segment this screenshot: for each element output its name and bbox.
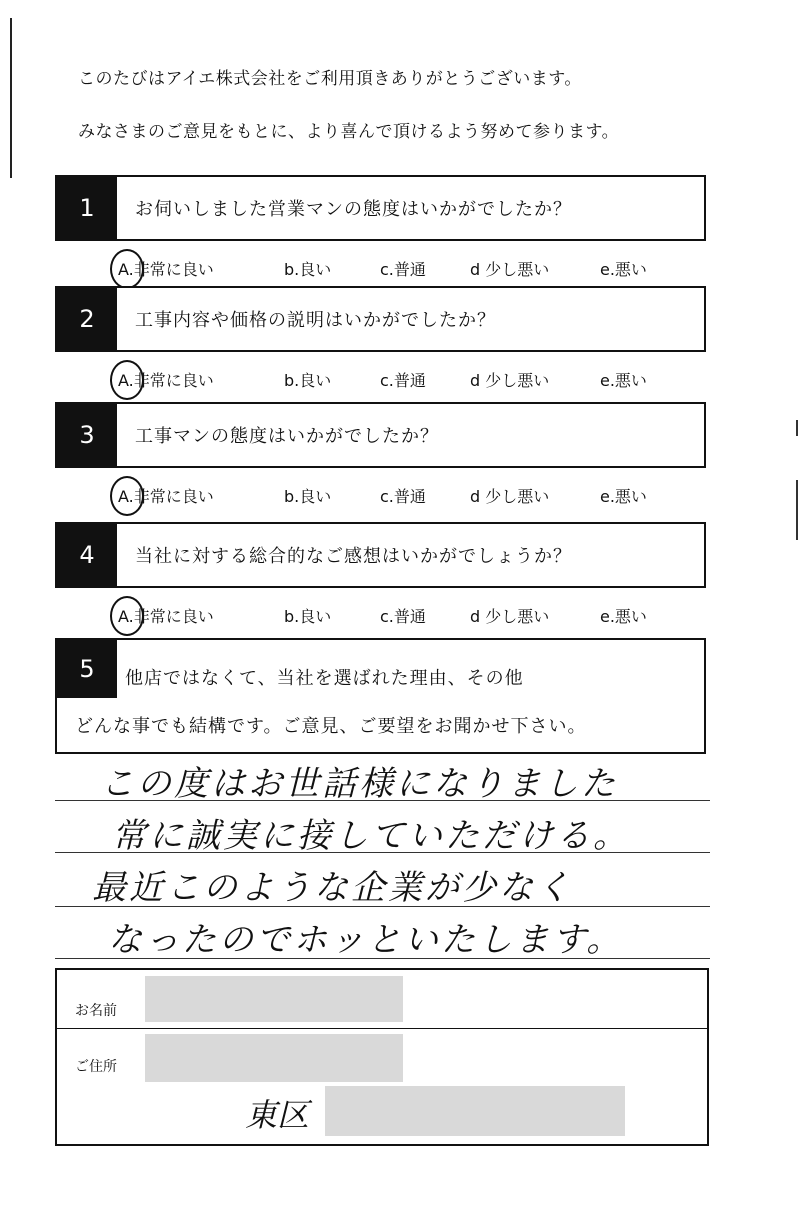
question-number: 3 xyxy=(57,404,117,466)
intro-line-2: みなさまのご意見をもとに、より喜んで頂けるよう努めて参ります。 xyxy=(78,122,620,142)
question-5-line-2: どんな事でも結構です。ご意見、ご要望をお聞かせ下さい。 xyxy=(75,716,587,737)
info-divider xyxy=(57,1028,707,1029)
handwritten-address: 東区 xyxy=(245,1096,310,1134)
question-2 xyxy=(55,286,706,352)
option-b[interactable]: b.良い xyxy=(284,260,332,279)
question-number: 1 xyxy=(57,177,117,239)
question-text: 工事内容や価格の説明はいかがでしたか？ xyxy=(135,310,496,331)
question-number: 5 xyxy=(57,640,117,698)
margin-line xyxy=(10,18,12,178)
option-d[interactable]: d 少し悪い xyxy=(470,371,550,390)
question-4 xyxy=(55,522,706,588)
option-c[interactable]: c.普通 xyxy=(380,487,426,506)
handwritten-answer-line: なったのでホッといたします。 xyxy=(108,920,624,960)
question-text: 工事マンの態度はいかがでしたか？ xyxy=(135,426,439,447)
customer-info-box xyxy=(55,968,709,1146)
handwritten-answer-line: この度はお世話様になりました xyxy=(100,764,618,804)
edge-mark xyxy=(796,480,798,540)
option-a[interactable]: A.非常に良い xyxy=(118,487,214,506)
option-b[interactable]: b.良い xyxy=(284,607,332,626)
option-a[interactable]: A.非常に良い xyxy=(118,607,214,626)
option-e[interactable]: e.悪い xyxy=(600,607,647,626)
option-c[interactable]: c.普通 xyxy=(380,260,426,279)
option-c[interactable]: c.普通 xyxy=(380,607,426,626)
option-d[interactable]: d 少し悪い xyxy=(470,260,550,279)
option-b[interactable]: b.良い xyxy=(284,487,332,506)
option-e[interactable]: e.悪い xyxy=(600,260,647,279)
redacted-address xyxy=(145,1034,403,1082)
option-c[interactable]: c.普通 xyxy=(380,371,426,390)
intro-line-1: このたびはアイエ株式会社をご利用頂きありがとうございます。 xyxy=(78,69,582,89)
question-5 xyxy=(55,638,706,754)
handwritten-answer-line: 最近このような企業が少なく xyxy=(92,868,573,908)
option-a[interactable]: A.非常に良い xyxy=(118,371,214,390)
option-e[interactable]: e.悪い xyxy=(600,487,647,506)
question-number: 2 xyxy=(57,288,117,350)
name-label: お名前 xyxy=(75,1003,117,1019)
address-label: ご住所 xyxy=(75,1059,117,1075)
redacted-address-detail xyxy=(325,1086,625,1136)
question-number: 4 xyxy=(57,524,117,586)
redacted-name xyxy=(145,976,403,1022)
option-a[interactable]: A.非常に良い xyxy=(118,260,214,279)
edge-mark xyxy=(796,420,798,436)
question-1 xyxy=(55,175,706,241)
question-text: 当社に対する総合的なご感想はいかがでしょうか？ xyxy=(135,546,572,567)
question-3 xyxy=(55,402,706,468)
question-text: お伺いしました営業マンの態度はいかがでしたか？ xyxy=(135,199,572,220)
handwritten-answer-line: 常に誠実に接していただける。 xyxy=(112,816,630,856)
question-5-line-1: 他店ではなくて、当社を選ばれた理由、その他 xyxy=(125,668,524,689)
option-e[interactable]: e.悪い xyxy=(600,371,647,390)
option-d[interactable]: d 少し悪い xyxy=(470,607,550,626)
option-d[interactable]: d 少し悪い xyxy=(470,487,550,506)
option-b[interactable]: b.良い xyxy=(284,371,332,390)
